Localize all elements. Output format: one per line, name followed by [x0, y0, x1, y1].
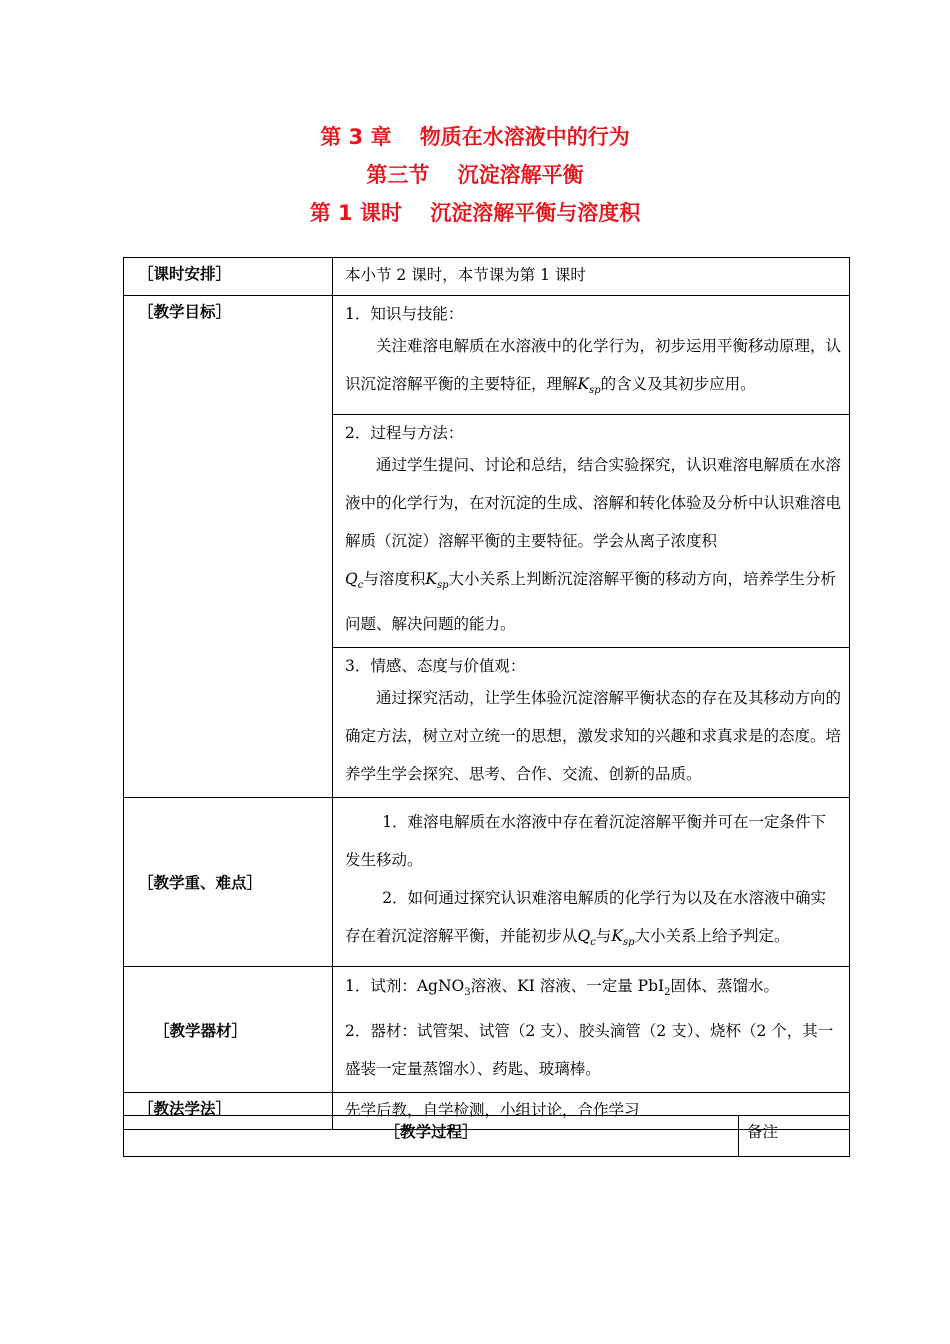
key-content — [333, 798, 850, 967]
qc-sub-2: c — [590, 937, 596, 949]
process-label: ［教学过程］ — [124, 1116, 739, 1157]
goals-process — [333, 415, 850, 648]
ksp-symbol-2 — [425, 570, 449, 592]
ksp-sub-2: sp — [436, 580, 449, 592]
ksp-symbol-3 — [611, 927, 635, 949]
qc-symbol-2 — [577, 927, 596, 949]
ksp-k-3: K — [611, 927, 623, 946]
key-2-text — [345, 879, 841, 962]
chapter-title: 第 3 章 物质在水溶液中的行为 — [320, 125, 630, 149]
ksp-k-2: K — [425, 570, 437, 589]
goal-2-text-b: 与溶度积 — [363, 570, 426, 589]
row-goals-1 — [124, 296, 850, 415]
key-1-text: 1．难溶电解质在水溶液中存在着沉淀溶解平衡并可在一定条件下发生移动。 — [345, 813, 827, 870]
equip-content — [333, 967, 850, 1093]
lesson-title: 第 1 课时 沉淀溶解平衡与溶度积 — [309, 201, 641, 225]
goal-3-text: 通过探究活动，让学生体验沉淀溶解平衡状态的存在及其移动方向的确定方法，树立对立统一的思想，激发求知的兴趣和求真求是的态度。培养学生学会探究、思考、合作、交流、创新的品质。 — [345, 689, 842, 784]
qc-symbol — [345, 570, 364, 592]
row-schedule — [124, 258, 850, 296]
goal-2-text-a: 通过学生提问、讨论和总结，结合实验探究，认识难溶电解质在水溶液中的化学行为，在对沉淀的生成、溶解和转化体验及分析中认识难溶电解质（沉淀）溶解平衡的主要特征。学会从离子浓度积 — [345, 456, 842, 551]
row-key — [124, 798, 850, 967]
section-title: 第三节 沉淀溶解平衡 — [366, 163, 584, 187]
goals-knowledge — [333, 296, 850, 415]
process-note: 备注 — [739, 1116, 850, 1157]
qc-q: Q — [345, 570, 358, 589]
goal-1-text — [345, 327, 841, 410]
equip-reagents — [345, 967, 841, 1012]
key-2-text-c: 大小关系上给予判定。 — [634, 927, 790, 946]
row-equip — [124, 967, 850, 1093]
goal-3-heading: 3．情感、态度与价值观： — [345, 657, 526, 676]
row-process — [124, 1116, 850, 1157]
ksp-k: K — [577, 375, 590, 393]
ksp-sub-3: sp — [622, 937, 635, 949]
ksp-symbol — [577, 375, 601, 397]
qc-q-2: Q — [577, 927, 591, 946]
goal-2-text — [345, 446, 841, 643]
equip-reagents-sub2: 2 — [664, 987, 671, 999]
lesson-plan-table — [123, 257, 850, 1130]
title-block — [0, 118, 950, 232]
schedule-text: 本小节 2 课时，本节课为第 1 课时 — [333, 258, 850, 296]
equip-reagents-c: 固体、蒸馏水。 — [670, 977, 780, 996]
method-label: ［教法学法］ — [124, 1093, 333, 1130]
goal-1-heading: 1．知识与技能： — [345, 305, 464, 323]
equip-reagents-sub: 3 — [464, 987, 471, 999]
equip-reagents-b: 溶液、KI 溶液、一定量 PbI — [470, 977, 665, 996]
goal-2-heading: 2．过程与方法： — [345, 424, 464, 443]
equip-reagents-a: 1．试剂：AgNO — [345, 977, 465, 996]
key-2-text-b: 与 — [595, 927, 612, 946]
key-2-text-a: 2．如何通过探究认识难溶电解质的化学行为以及在水溶液中确实存在着沉淀溶解平衡，并能初步从 — [345, 889, 827, 946]
goal-1-text-a: 关注难溶电解质在水溶液中的化学行为，初步运用平衡移动原理，认识沉淀溶解平衡的主要特征，理解 — [345, 337, 842, 393]
key-label: ［教学重、难点］ — [124, 798, 333, 967]
goals-attitude — [333, 648, 850, 798]
goal-2-text-c: 大小关系上判断沉淀溶解平衡的移动方向，培养学生分析问题、解决问题的能力。 — [345, 570, 836, 634]
goals-label: ［教学目标］ — [124, 296, 333, 798]
ksp-sub: sp — [589, 385, 601, 397]
equip-label: ［教学器材］ — [124, 967, 333, 1093]
schedule-label: ［课时安排］ — [124, 258, 333, 296]
equip-apparatus: 2．器材：试管架、试管（2 支）、胶头滴管（2 支）、烧杯（2 个，其一盛装一定量蒸馏水）、药匙、玻璃棒。 — [345, 1022, 834, 1079]
method-text: 先学后教，自学检测，小组讨论，合作学习 — [333, 1093, 850, 1130]
qc-sub: c — [357, 580, 364, 592]
goal-1-text-b: 的含义及其初步应用。 — [600, 375, 756, 393]
process-table — [123, 1115, 850, 1157]
